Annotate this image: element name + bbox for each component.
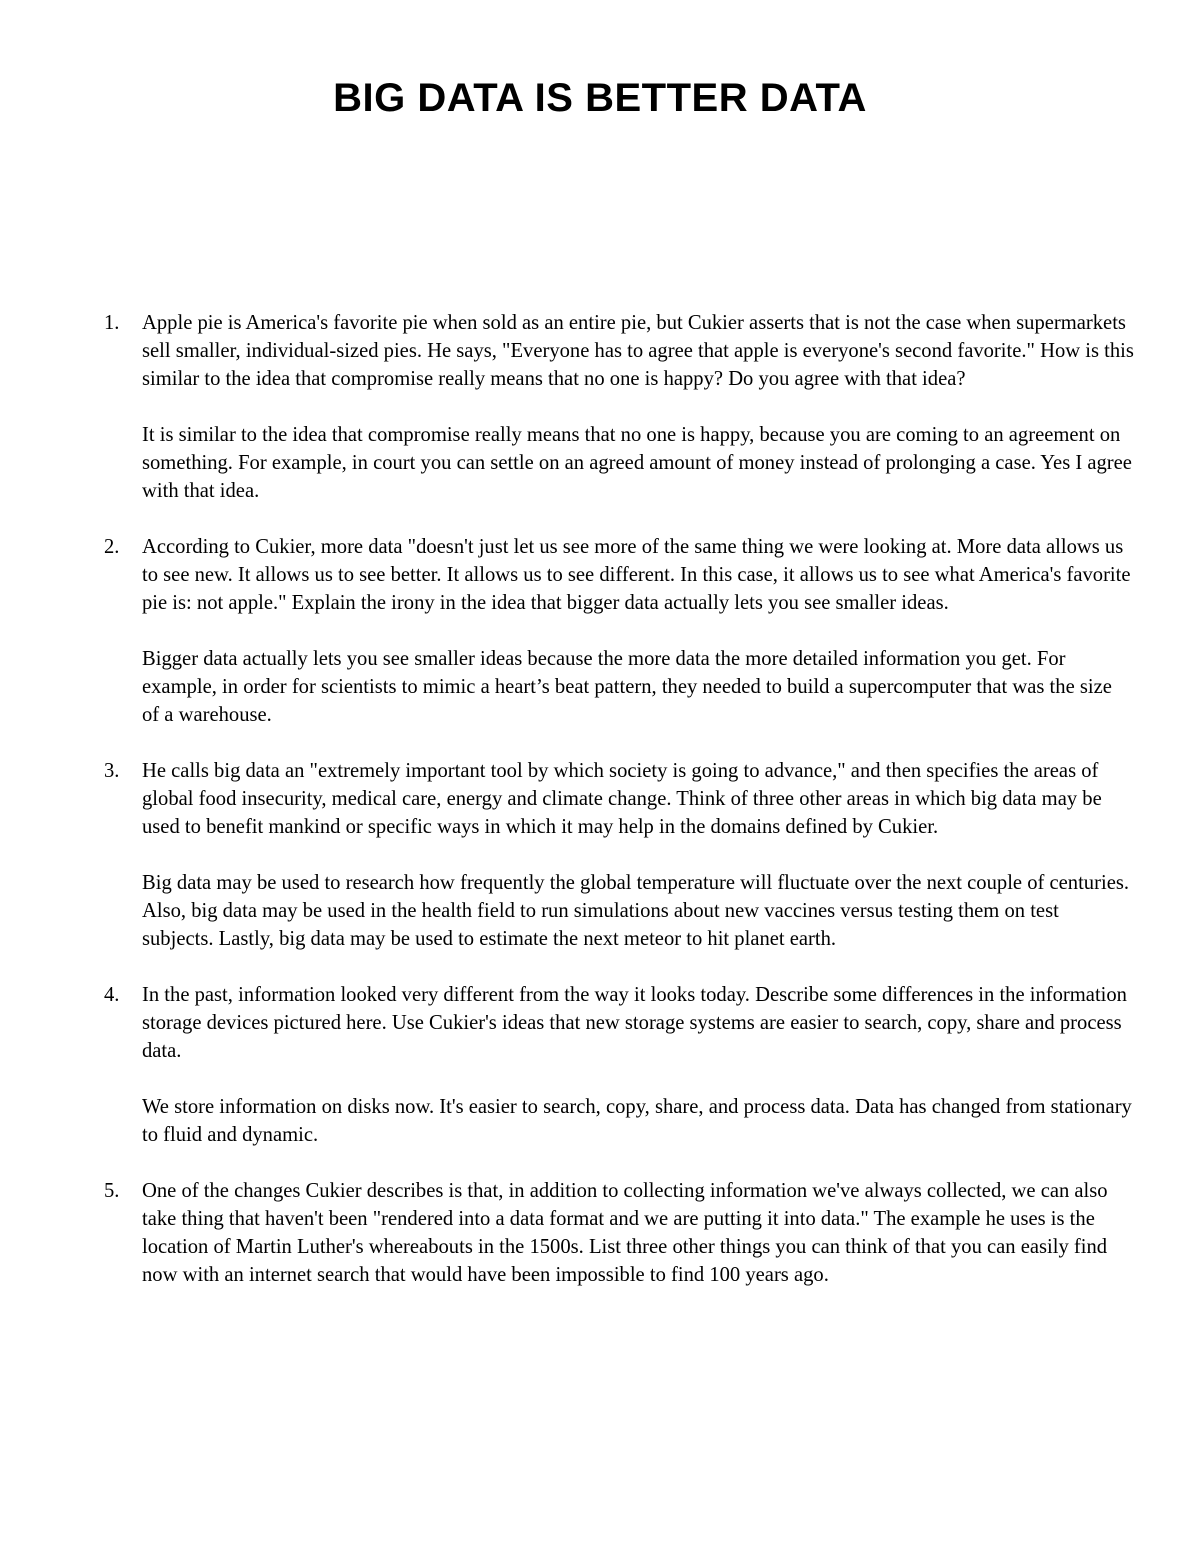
question-item-2	[104, 533, 1134, 729]
question-number: 5.	[104, 1180, 120, 1202]
answer-text: Big data may be used to research how frequently the global temperature will fluctuate over the next couple of centuries. Also, big data may be used in the health field to run simulations about new vaccines versus testing them on test subjects. Lastly, big data may be used to estimate the next meteor to hit planet earth.	[142, 872, 1129, 950]
document-title: BIG DATA IS BETTER DATA	[333, 76, 867, 120]
question-number: 2.	[104, 536, 120, 558]
question-item-5	[104, 1177, 1134, 1289]
question-text: According to Cukier, more data "doesn't just let us see more of the same thing we were looking at. More data allows us to see new. It allows us to see better. It allows us to see different. In this case, it allows us to see what America's favorite pie is: not apple." Explain the irony in the idea that bigger data actually lets you see smaller ideas.	[142, 536, 1131, 614]
question-text: He calls big data an "extremely important tool by which society is going to advance," and then specifies the areas of global food insecurity, medical care, energy and climate change. Think of three other areas in which big data may be used to benefit mankind or specific ways in which it may help in the domains defined by Cukier.	[142, 760, 1102, 838]
question-item-3	[104, 757, 1134, 953]
question-text: In the past, information looked very different from the way it looks today. Describe some differences in the information storage devices pictured here. Use Cukier's ideas that new storage systems are easier to search, copy, share and process data.	[142, 984, 1127, 1062]
question-number: 4.	[104, 984, 120, 1006]
question-item-1	[104, 309, 1134, 505]
answer-text: We store information on disks now. It's easier to search, copy, share, and process data. Data has changed from stationary to fluid and dynamic.	[142, 1096, 1132, 1146]
question-text: One of the changes Cukier describes is that, in addition to collecting information we've always collected, we can also take thing that haven't been "rendered into a data format and we are putting it into data." The example he uses is the location of Martin Luther's whereabouts in the 1500s. List three other things you can think of that you can easily find now with an internet search that would have been impossible to find 100 years ago.	[142, 1180, 1108, 1286]
answer-text: It is similar to the idea that compromise really means that no one is happy, because you are coming to an agreement on something. For example, in court you can settle on an agreed amount of money instead of prolonging a case. Yes I agree with that idea.	[142, 424, 1132, 502]
question-item-4	[104, 981, 1134, 1149]
question-number: 1.	[104, 312, 120, 334]
question-text: Apple pie is America's favorite pie when sold as an entire pie, but Cukier asserts that is not the case when supermarkets sell smaller, individual-sized pies. He says, "Everyone has to agree that apple is everyone's second favorite." How is this similar to the idea that compromise really means that no one is happy? Do you agree with that idea?	[142, 312, 1134, 390]
question-list	[104, 309, 1134, 1317]
question-number: 3.	[104, 760, 120, 782]
answer-text: Bigger data actually lets you see smaller ideas because the more data the more detailed information you get. For example, in order for scientists to mimic a heart’s beat pattern, they needed to build a supercomputer that was the size of a warehouse.	[142, 648, 1112, 726]
